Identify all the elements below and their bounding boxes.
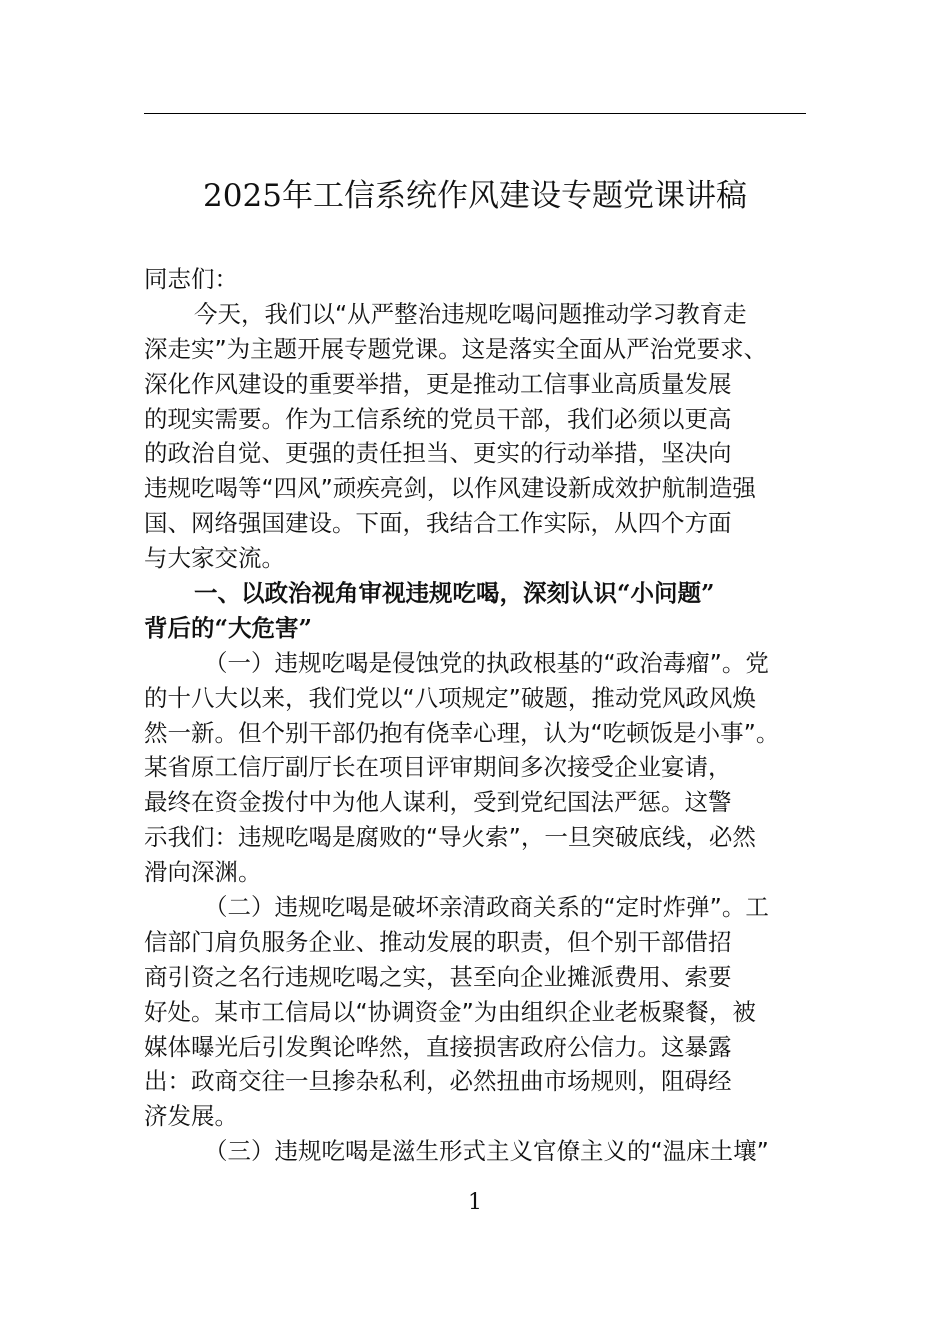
- paragraph-line: （一）违规吃喝是侵蚀党的执政根基的“政治毒瘤”。党: [204, 648, 769, 677]
- section-heading-line: 背后的“大危害”: [144, 613, 313, 642]
- paragraph-line: 的政治自觉、更强的责任担当、更实的行动举措，坚决向: [144, 439, 732, 468]
- paragraph-line: 信部门肩负服务企业、推动发展的职责，但个别干部借招: [144, 927, 732, 956]
- page-number: 1: [468, 1190, 482, 1215]
- paragraph-line: 媒体曝光后引发舆论哗然，直接损害政府公信力。这暴露: [144, 1032, 732, 1061]
- paragraph-line: 深化作风建设的重要举措，更是推动工信事业高质量发展: [144, 369, 732, 398]
- paragraph-line: 与大家交流。: [144, 544, 285, 573]
- paragraph-line: 国、网络强国建设。下面，我结合工作实际，从四个方面: [144, 509, 732, 538]
- paragraph-line: 出：政商交往一旦掺杂私利，必然扭曲市场规则，阻碍经: [144, 1067, 732, 1096]
- paragraph-line: 某省原工信厅副厅长在项目评审期间多次接受企业宴请，: [144, 753, 732, 782]
- header-rule: [144, 113, 806, 114]
- paragraph-line: 济发展。: [144, 1102, 238, 1131]
- paragraph-line: 的十八大以来，我们党以“八项规定”破题，推动党风政风焕: [144, 683, 756, 712]
- paragraph-line: 示我们：违规吃喝是腐败的“导火索”，一旦突破底线，必然: [144, 823, 756, 852]
- section-heading-line: 一、以政治视角审视违规吃喝，深刻认识“小问题”: [194, 579, 715, 608]
- paragraph-line: 好处。某市工信局以“协调资金”为由组织企业老板聚餐，被: [144, 997, 756, 1026]
- paragraph-line: 商引资之名行违规吃喝之实，甚至向企业摊派费用、索要: [144, 962, 732, 991]
- paragraph-line: （二）违规吃喝是破坏亲清政商关系的“定时炸弹”。工: [204, 893, 769, 922]
- document-title: 2025年工信系统作风建设专题党课讲稿: [203, 178, 747, 214]
- salutation-line: 同志们：: [144, 265, 238, 293]
- paragraph-line: （三）违规吃喝是滋生形式主义官僚主义的“温床土壤”: [204, 1137, 769, 1166]
- paragraph-line: 滑向深渊。: [144, 858, 262, 887]
- paragraph-line: 然一新。但个别干部仍抱有侥幸心理，认为“吃顿饭是小事”。: [144, 718, 780, 747]
- paragraph-line: 今天，我们以“从严整治违规吃喝问题推动学习教育走: [194, 299, 747, 328]
- document-body: [144, 262, 806, 1169]
- paragraph-line: 最终在资金拨付中为他人谋利，受到党纪国法严惩。这警: [144, 788, 732, 817]
- paragraph-line: 的现实需要。作为工信系统的党员干部，我们必须以更高: [144, 404, 732, 433]
- paragraph-line: 深走实”为主题开展专题党课。这是落实全面从严治党要求、: [144, 334, 768, 363]
- paragraph-line: 违规吃喝等“四风”顽疾亮剑，以作风建设新成效护航制造强: [144, 474, 756, 503]
